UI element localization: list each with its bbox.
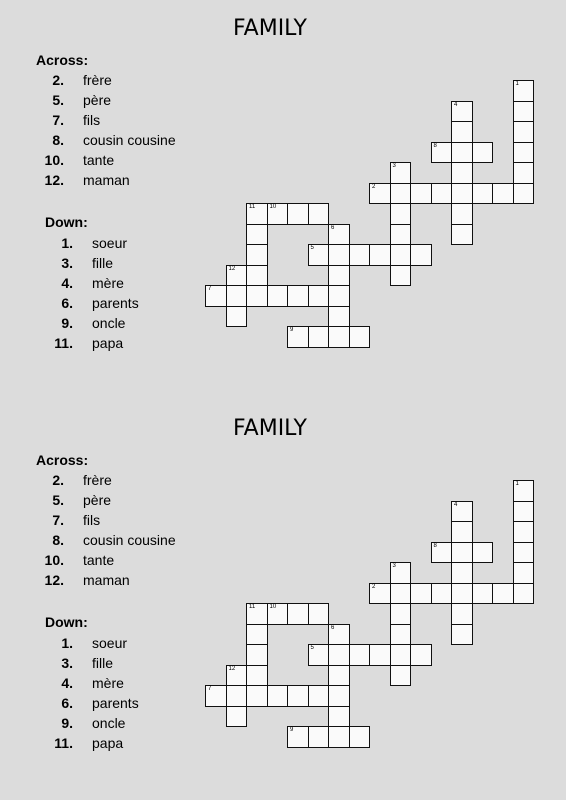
grid-cell[interactable] <box>267 203 289 225</box>
grid-cell[interactable] <box>513 562 535 584</box>
grid-cell[interactable] <box>369 244 391 266</box>
clue-text: soeur <box>92 635 128 651</box>
cell-number: 2 <box>372 583 376 590</box>
grid-cell[interactable] <box>390 224 412 246</box>
grid-cell[interactable] <box>410 244 432 266</box>
clue-text: parents <box>92 695 139 711</box>
grid-cell[interactable] <box>513 121 535 143</box>
cell-number: 10 <box>269 204 277 210</box>
clue-text: papa <box>92 735 124 751</box>
grid-cell[interactable] <box>513 501 535 523</box>
cell-number: 5 <box>310 245 314 251</box>
grid-cell[interactable] <box>492 183 514 205</box>
cell-number: 11 <box>249 204 256 210</box>
grid-cell[interactable] <box>472 583 494 605</box>
grid-cell[interactable] <box>451 603 473 625</box>
clue-text: tante <box>83 552 115 568</box>
clue-text: père <box>83 92 112 108</box>
grid-cell[interactable] <box>267 685 289 707</box>
grid-cell[interactable] <box>451 542 473 564</box>
cell-number: 11 <box>249 604 256 610</box>
cell-number: 8 <box>433 542 437 549</box>
grid-cell[interactable] <box>431 142 453 164</box>
puzzle-title: FAMILY <box>233 16 307 41</box>
grid-cell[interactable] <box>328 706 350 728</box>
grid-cell[interactable] <box>246 285 268 307</box>
grid-cell[interactable] <box>308 244 330 266</box>
grid-cell[interactable] <box>328 285 350 307</box>
grid-cell[interactable] <box>369 583 391 605</box>
clue-number: 10. <box>44 152 64 168</box>
clue-text: fille <box>92 655 114 671</box>
grid-cell[interactable] <box>226 265 248 287</box>
grid-cell[interactable] <box>451 562 473 584</box>
grid-cell[interactable] <box>246 603 268 625</box>
cell-number: 12 <box>228 265 236 272</box>
clue-text: maman <box>83 572 130 588</box>
clue-number: 9. <box>61 715 73 731</box>
grid-cell[interactable] <box>287 285 309 307</box>
clue-number: 4. <box>61 675 73 691</box>
clue-text: mère <box>92 275 124 291</box>
grid-cell[interactable] <box>451 101 473 123</box>
grid-cell[interactable] <box>328 265 350 287</box>
grid-cell[interactable] <box>451 501 473 523</box>
grid-cell[interactable] <box>328 224 350 246</box>
grid-cell[interactable] <box>287 326 309 348</box>
grid-cell[interactable] <box>513 542 535 564</box>
grid-cell[interactable] <box>267 603 289 625</box>
clue-number: 5. <box>52 92 64 108</box>
grid-cell[interactable] <box>226 285 248 307</box>
cell-number: 1 <box>515 81 519 87</box>
grid-cell[interactable] <box>349 244 371 266</box>
grid-cell[interactable] <box>451 183 473 205</box>
grid-cell[interactable] <box>349 726 371 748</box>
grid-cell[interactable] <box>287 603 309 625</box>
grid-cell[interactable] <box>513 162 535 184</box>
grid-cell[interactable] <box>308 644 330 666</box>
grid-cell[interactable] <box>390 603 412 625</box>
grid-cell[interactable] <box>513 80 535 102</box>
grid-cell[interactable] <box>246 203 268 225</box>
grid-cell[interactable] <box>226 306 248 328</box>
clue-number: 3. <box>61 655 73 671</box>
clue-number: 5. <box>52 492 64 508</box>
clue-number: 2. <box>52 72 64 88</box>
grid-cell[interactable] <box>451 224 473 246</box>
cell-number: 9 <box>290 327 294 333</box>
grid-cell[interactable] <box>308 203 330 225</box>
grid-cell[interactable] <box>226 665 248 687</box>
clue-text: parents <box>92 295 139 311</box>
down-heading: Down: <box>45 214 88 230</box>
grid-cell[interactable] <box>246 265 268 287</box>
clue-number: 2. <box>52 472 64 488</box>
grid-cell[interactable] <box>451 583 473 605</box>
grid-cell[interactable] <box>369 183 391 205</box>
grid-cell[interactable] <box>390 583 412 605</box>
grid-cell[interactable] <box>308 326 330 348</box>
clue-text: frère <box>83 472 112 488</box>
clue-number: 8. <box>52 532 64 548</box>
clue-number: 8. <box>52 132 64 148</box>
grid-cell[interactable] <box>390 265 412 287</box>
clue-number: 7. <box>52 112 64 128</box>
clue-number: 7. <box>52 512 64 528</box>
grid-cell[interactable] <box>410 644 432 666</box>
clue-text: fils <box>83 512 101 528</box>
grid-cell[interactable] <box>246 224 268 246</box>
clue-text: cousin cousine <box>83 532 176 548</box>
clue-text: cousin cousine <box>83 132 176 148</box>
grid-cell[interactable] <box>390 244 412 266</box>
grid-cell[interactable] <box>390 203 412 225</box>
clue-number: 6. <box>61 295 73 311</box>
clue-number: 1. <box>61 635 73 651</box>
clue-number: 12. <box>44 172 64 188</box>
cell-number: 9 <box>290 727 294 733</box>
grid-cell[interactable] <box>369 644 391 666</box>
clue-number: 10. <box>44 552 64 568</box>
grid-cell[interactable] <box>328 726 350 748</box>
grid-cell[interactable] <box>287 685 309 707</box>
clue-number: 9. <box>61 315 73 331</box>
clue-text: fille <box>92 255 114 271</box>
grid-cell[interactable] <box>246 665 268 687</box>
clue-text: papa <box>92 335 124 351</box>
grid-cell[interactable] <box>431 542 453 564</box>
cell-number: 6 <box>331 224 335 231</box>
grid-cell[interactable] <box>328 306 350 328</box>
grid-cell[interactable] <box>472 183 494 205</box>
grid-cell[interactable] <box>390 562 412 584</box>
grid-cell[interactable] <box>390 665 412 687</box>
grid-cell[interactable] <box>492 583 514 605</box>
down-heading: Down: <box>45 614 88 630</box>
grid-cell[interactable] <box>328 624 350 646</box>
clue-text: tante <box>83 152 115 168</box>
clue-text: mère <box>92 675 124 691</box>
grid-cell[interactable] <box>472 542 494 564</box>
cell-number: 1 <box>515 481 519 487</box>
grid-cell[interactable] <box>513 142 535 164</box>
clue-number: 11. <box>54 335 73 351</box>
clue-number: 4. <box>61 275 73 291</box>
grid-cell[interactable] <box>431 183 453 205</box>
cell-number: 10 <box>269 604 277 610</box>
grid-cell[interactable] <box>328 665 350 687</box>
cell-number: 6 <box>331 624 335 631</box>
grid-cell[interactable] <box>513 101 535 123</box>
grid-cell[interactable] <box>226 685 248 707</box>
cell-number: 4 <box>454 101 458 108</box>
grid-cell[interactable] <box>451 121 473 143</box>
grid-cell[interactable] <box>431 583 453 605</box>
grid-cell[interactable] <box>390 624 412 646</box>
grid-cell[interactable] <box>267 285 289 307</box>
cell-number: 5 <box>310 645 314 651</box>
grid-cell[interactable] <box>513 583 535 605</box>
grid-cell[interactable] <box>308 285 330 307</box>
grid-cell[interactable] <box>472 142 494 164</box>
grid-cell[interactable] <box>246 624 268 646</box>
cell-number: 4 <box>454 501 458 508</box>
clue-text: fils <box>83 112 101 128</box>
grid-cell[interactable] <box>246 685 268 707</box>
grid-cell[interactable] <box>451 521 473 543</box>
clue-text: frère <box>83 72 112 88</box>
crossword-sheet-2 <box>0 400 566 800</box>
across-heading: Across: <box>36 452 89 468</box>
grid-cell[interactable] <box>328 326 350 348</box>
across-heading: Across: <box>36 52 89 68</box>
clue-text: oncle <box>92 715 126 731</box>
grid-cell[interactable] <box>308 685 330 707</box>
grid-cell[interactable] <box>410 583 432 605</box>
grid-cell[interactable] <box>513 480 535 502</box>
grid-cell[interactable] <box>308 603 330 625</box>
grid-cell[interactable] <box>410 183 432 205</box>
cell-number: 3 <box>392 563 396 569</box>
grid-cell[interactable] <box>451 624 473 646</box>
clue-text: oncle <box>92 315 126 331</box>
clue-number: 1. <box>61 235 73 251</box>
cell-number: 7 <box>208 286 212 292</box>
grid-cell[interactable] <box>246 244 268 266</box>
grid-cell[interactable] <box>205 285 227 307</box>
grid-cell[interactable] <box>451 162 473 184</box>
grid-cell[interactable] <box>308 726 330 748</box>
grid-cell[interactable] <box>287 203 309 225</box>
grid-cell[interactable] <box>226 706 248 728</box>
clue-number: 12. <box>44 572 64 588</box>
grid-cell[interactable] <box>328 685 350 707</box>
grid-cell[interactable] <box>287 726 309 748</box>
grid-cell[interactable] <box>349 326 371 348</box>
cell-number: 7 <box>208 686 212 692</box>
grid-cell[interactable] <box>328 244 350 266</box>
grid-cell[interactable] <box>390 183 412 205</box>
grid-cell[interactable] <box>246 644 268 666</box>
grid-cell[interactable] <box>390 644 412 666</box>
clue-text: maman <box>83 172 130 188</box>
grid-cell[interactable] <box>205 685 227 707</box>
grid-cell[interactable] <box>513 183 535 205</box>
cell-number: 2 <box>372 183 376 190</box>
grid-cell[interactable] <box>451 142 473 164</box>
clue-number: 6. <box>61 695 73 711</box>
crossword-grid <box>0 400 566 800</box>
grid-cell[interactable] <box>390 162 412 184</box>
clue-text: père <box>83 492 112 508</box>
grid-cell[interactable] <box>513 521 535 543</box>
grid-cell[interactable] <box>328 644 350 666</box>
cell-number: 8 <box>433 142 437 149</box>
grid-cell[interactable] <box>349 644 371 666</box>
clue-text: soeur <box>92 235 128 251</box>
clue-number: 3. <box>61 255 73 271</box>
cell-number: 12 <box>228 665 236 672</box>
clue-number: 11. <box>54 735 73 751</box>
puzzle-title: FAMILY <box>233 416 307 441</box>
cell-number: 3 <box>392 163 396 169</box>
grid-cell[interactable] <box>451 203 473 225</box>
